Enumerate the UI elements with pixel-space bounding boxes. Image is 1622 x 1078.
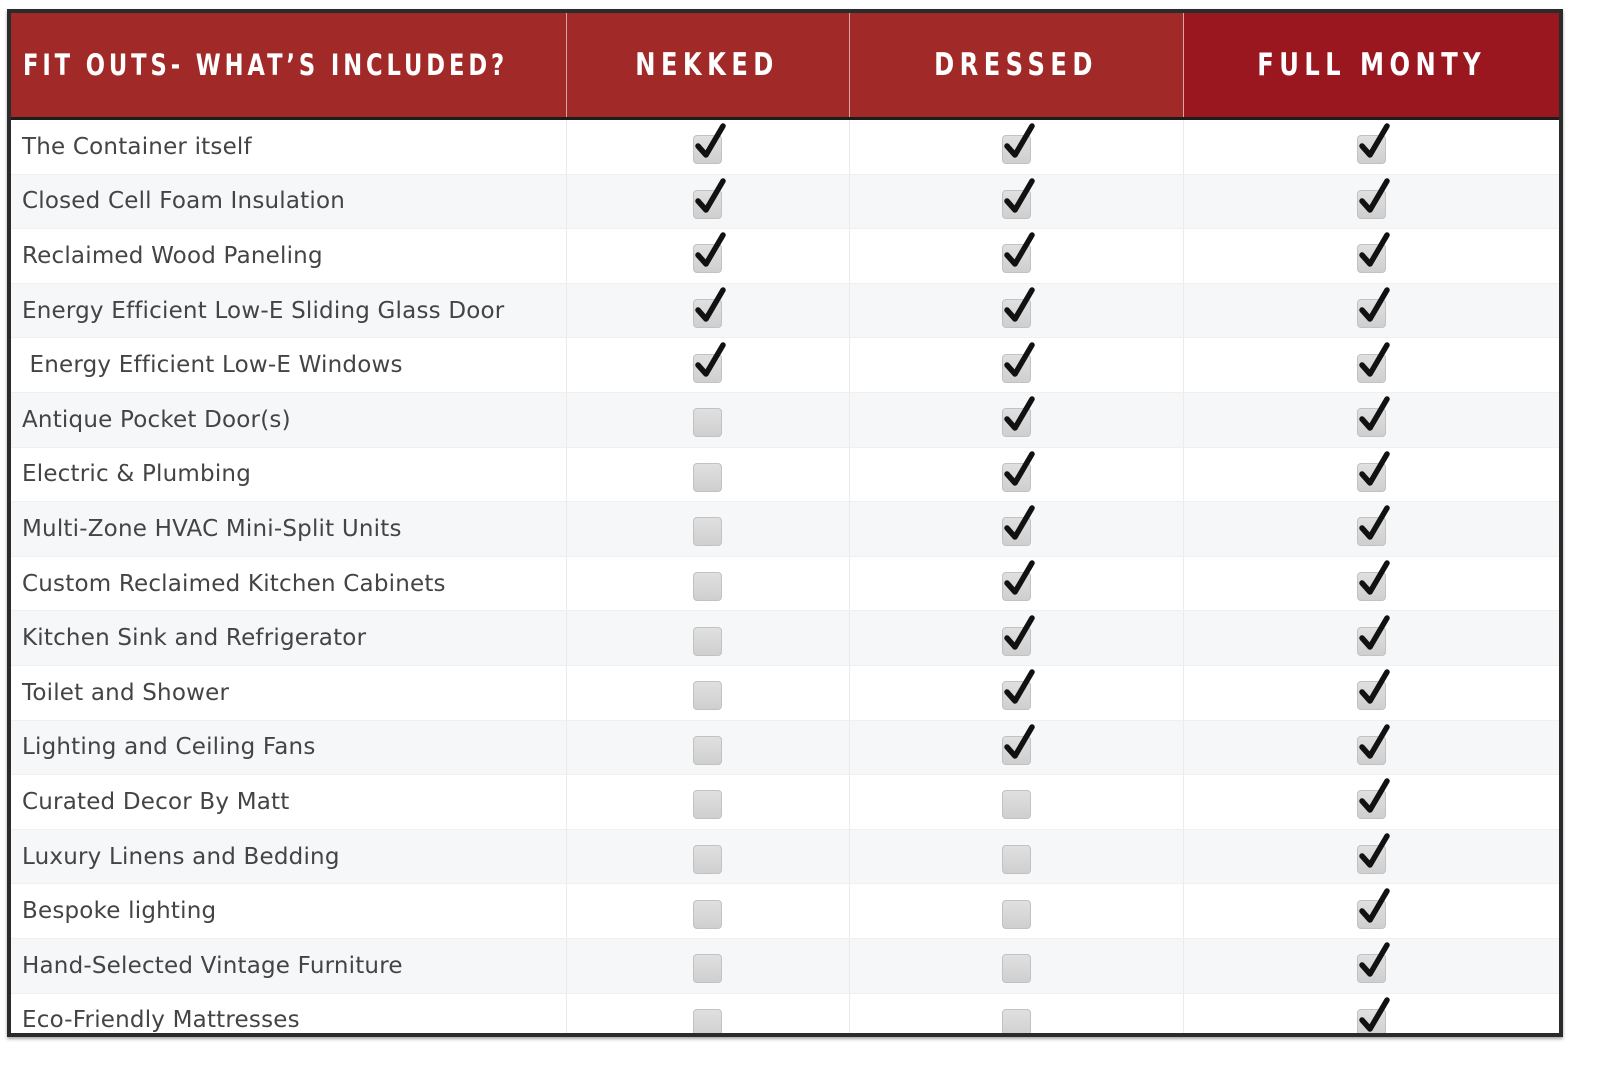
empty-box-icon (693, 736, 722, 765)
checkmark-icon (1356, 832, 1392, 872)
empty-box-icon (693, 1009, 722, 1037)
included-cell-full-monty (1183, 775, 1559, 830)
included-cell-dressed (849, 884, 1183, 939)
included-cell-dressed (849, 119, 1183, 175)
checkmark-icon (1356, 231, 1392, 271)
checked-box-icon (693, 190, 722, 219)
included-cell-nekked (566, 338, 849, 393)
checkmark-icon (1356, 450, 1392, 490)
included-cell-full-monty (1183, 993, 1559, 1037)
checked-box-icon (693, 244, 722, 273)
included-cell-dressed (849, 229, 1183, 284)
checkmark-icon (1001, 122, 1037, 162)
checked-box-icon (1002, 299, 1031, 328)
empty-box-icon (693, 627, 722, 656)
checked-box-icon (1002, 408, 1031, 437)
empty-box-icon (693, 408, 722, 437)
plan-header-nekked: NEKKED (566, 13, 849, 119)
table-row (11, 775, 1559, 830)
checked-box-icon (1357, 681, 1386, 710)
checkmark-icon (1356, 559, 1392, 599)
empty-box-icon (693, 572, 722, 601)
included-cell-dressed (849, 665, 1183, 720)
table-row (11, 611, 1559, 666)
included-cell-dressed (849, 720, 1183, 775)
checked-box-icon (1357, 190, 1386, 219)
plan-header-full-monty: FULL MONTY (1183, 13, 1559, 119)
checkmark-icon (1356, 996, 1392, 1036)
checked-box-icon (1002, 135, 1031, 164)
empty-box-icon (693, 845, 722, 874)
included-cell-dressed (849, 174, 1183, 229)
checked-box-icon (1002, 244, 1031, 273)
feature-label: Kitchen Sink and Refrigerator (11, 611, 566, 666)
feature-label: Closed Cell Foam Insulation (11, 174, 566, 229)
table-row (11, 938, 1559, 993)
checked-box-icon (1357, 790, 1386, 819)
checked-box-icon (1002, 627, 1031, 656)
included-cell-nekked (566, 556, 849, 611)
checkmark-icon (1356, 395, 1392, 435)
checkmark-icon (1356, 122, 1392, 162)
included-cell-full-monty (1183, 283, 1559, 338)
empty-box-icon (1002, 954, 1031, 983)
table-row (11, 665, 1559, 720)
checkmark-icon (1356, 723, 1392, 763)
feature-label: Energy Efficient Low-E Windows (11, 338, 566, 393)
included-cell-full-monty (1183, 556, 1559, 611)
comparison-table-frame (7, 9, 1563, 1037)
empty-box-icon (693, 900, 722, 929)
included-cell-full-monty (1183, 229, 1559, 284)
checked-box-icon (1002, 190, 1031, 219)
feature-label: Antique Pocket Door(s) (11, 392, 566, 447)
included-cell-nekked (566, 174, 849, 229)
checked-box-icon (1357, 299, 1386, 328)
checkmark-icon (692, 341, 728, 381)
included-cell-dressed (849, 283, 1183, 338)
included-cell-full-monty (1183, 938, 1559, 993)
checkmark-icon (1356, 887, 1392, 927)
checkmark-icon (692, 177, 728, 217)
feature-label: Multi-Zone HVAC Mini-Split Units (11, 502, 566, 557)
checked-box-icon (1357, 845, 1386, 874)
checked-box-icon (693, 135, 722, 164)
included-cell-nekked (566, 447, 849, 502)
checkmark-icon (1001, 177, 1037, 217)
included-cell-dressed (849, 993, 1183, 1037)
checked-box-icon (1002, 736, 1031, 765)
table-row (11, 338, 1559, 393)
checkmark-icon (1356, 177, 1392, 217)
checked-box-icon (1002, 681, 1031, 710)
checkmark-icon (1356, 504, 1392, 544)
checkmark-icon (1001, 668, 1037, 708)
checkmark-icon (1001, 504, 1037, 544)
table-row (11, 720, 1559, 775)
table-row (11, 447, 1559, 502)
checked-box-icon (1357, 354, 1386, 383)
included-cell-nekked (566, 611, 849, 666)
feature-label: Luxury Linens and Bedding (11, 829, 566, 884)
feature-label: Toilet and Shower (11, 665, 566, 720)
included-cell-nekked (566, 938, 849, 993)
included-cell-dressed (849, 829, 1183, 884)
included-cell-nekked (566, 884, 849, 939)
included-cell-full-monty (1183, 884, 1559, 939)
feature-label: Eco-Friendly Mattresses (11, 993, 566, 1037)
checkmark-icon (1001, 395, 1037, 435)
checked-box-icon (1357, 408, 1386, 437)
checked-box-icon (1002, 517, 1031, 546)
table-row (11, 392, 1559, 447)
included-cell-full-monty (1183, 502, 1559, 557)
included-cell-nekked (566, 229, 849, 284)
feature-label: Reclaimed Wood Paneling (11, 229, 566, 284)
checked-box-icon (693, 354, 722, 383)
comparison-table (11, 13, 1559, 1037)
checked-box-icon (1357, 463, 1386, 492)
checked-box-icon (1357, 627, 1386, 656)
included-cell-dressed (849, 938, 1183, 993)
included-cell-nekked (566, 502, 849, 557)
included-cell-nekked (566, 283, 849, 338)
table-row (11, 229, 1559, 284)
empty-box-icon (1002, 790, 1031, 819)
checkmark-icon (1356, 614, 1392, 654)
table-row (11, 174, 1559, 229)
empty-box-icon (1002, 1009, 1031, 1037)
empty-box-icon (1002, 845, 1031, 874)
checked-box-icon (1357, 572, 1386, 601)
table-title: FIT OUTS- WHAT’S INCLUDED? (11, 13, 566, 119)
checked-box-icon (1357, 900, 1386, 929)
checked-box-icon (1357, 1009, 1386, 1037)
feature-label: Energy Efficient Low-E Sliding Glass Door (11, 283, 566, 338)
checked-box-icon (1002, 463, 1031, 492)
table-row (11, 119, 1559, 175)
included-cell-dressed (849, 447, 1183, 502)
checkmark-icon (1001, 450, 1037, 490)
table-row (11, 884, 1559, 939)
checked-box-icon (1357, 135, 1386, 164)
included-cell-nekked (566, 720, 849, 775)
empty-box-icon (693, 681, 722, 710)
checkmark-icon (1356, 941, 1392, 981)
checkmark-icon (1001, 559, 1037, 599)
included-cell-full-monty (1183, 829, 1559, 884)
checkmark-icon (1356, 777, 1392, 817)
checkmark-icon (1001, 341, 1037, 381)
included-cell-full-monty (1183, 447, 1559, 502)
table-row (11, 829, 1559, 884)
empty-box-icon (693, 790, 722, 819)
included-cell-full-monty (1183, 665, 1559, 720)
checkmark-icon (1356, 286, 1392, 326)
empty-box-icon (693, 954, 722, 983)
checkmark-icon (1356, 668, 1392, 708)
included-cell-dressed (849, 775, 1183, 830)
included-cell-dressed (849, 611, 1183, 666)
checkmark-icon (1356, 341, 1392, 381)
included-cell-nekked (566, 392, 849, 447)
checkmark-icon (1001, 723, 1037, 763)
checkmark-icon (1001, 614, 1037, 654)
included-cell-full-monty (1183, 338, 1559, 393)
checkmark-icon (692, 122, 728, 162)
checked-box-icon (1357, 736, 1386, 765)
checkmark-icon (1001, 286, 1037, 326)
table-row (11, 502, 1559, 557)
table-row (11, 556, 1559, 611)
table-row (11, 993, 1559, 1037)
feature-label: Hand-Selected Vintage Furniture (11, 938, 566, 993)
included-cell-nekked (566, 775, 849, 830)
checkmark-icon (692, 231, 728, 271)
table-row (11, 283, 1559, 338)
checked-box-icon (1002, 354, 1031, 383)
included-cell-full-monty (1183, 174, 1559, 229)
checked-box-icon (1357, 517, 1386, 546)
feature-label: Lighting and Ceiling Fans (11, 720, 566, 775)
feature-label: Bespoke lighting (11, 884, 566, 939)
feature-label: Electric & Plumbing (11, 447, 566, 502)
empty-box-icon (693, 517, 722, 546)
plan-header-dressed: DRESSED (849, 13, 1183, 119)
checkmark-icon (1001, 231, 1037, 271)
checked-box-icon (1002, 572, 1031, 601)
included-cell-full-monty (1183, 720, 1559, 775)
header-row (11, 13, 1559, 119)
included-cell-dressed (849, 338, 1183, 393)
included-cell-dressed (849, 502, 1183, 557)
feature-rows (11, 119, 1559, 1038)
empty-box-icon (693, 463, 722, 492)
checked-box-icon (1357, 244, 1386, 273)
included-cell-nekked (566, 665, 849, 720)
included-cell-nekked (566, 119, 849, 175)
feature-label: Custom Reclaimed Kitchen Cabinets (11, 556, 566, 611)
included-cell-nekked (566, 993, 849, 1037)
feature-label: Curated Decor By Matt (11, 775, 566, 830)
empty-box-icon (1002, 900, 1031, 929)
checked-box-icon (693, 299, 722, 328)
included-cell-full-monty (1183, 119, 1559, 175)
checked-box-icon (1357, 954, 1386, 983)
checkmark-icon (692, 286, 728, 326)
feature-label: The Container itself (11, 119, 566, 175)
included-cell-dressed (849, 556, 1183, 611)
included-cell-full-monty (1183, 392, 1559, 447)
included-cell-full-monty (1183, 611, 1559, 666)
included-cell-nekked (566, 829, 849, 884)
included-cell-dressed (849, 392, 1183, 447)
